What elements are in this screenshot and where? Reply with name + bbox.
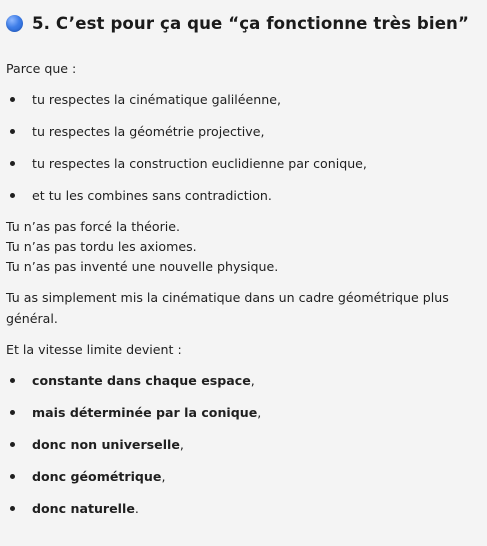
section-title: 5. C’est pour ça que “ça fonctionne très bien” bbox=[32, 14, 469, 33]
list-item bbox=[6, 434, 481, 455]
list-item bbox=[6, 498, 481, 519]
limit-intro-text: Et la vitesse limite devient : bbox=[6, 342, 182, 357]
reasons-list bbox=[6, 89, 481, 206]
conclusion-text: Tu as simplement mis la cinématique dans un cadre géométrique plus général. bbox=[6, 290, 449, 326]
limit-properties-list bbox=[6, 370, 481, 519]
statement-line: Tu n’as pas inventé une nouvelle physique. bbox=[6, 259, 279, 274]
list-item bbox=[6, 370, 481, 391]
statements-block bbox=[6, 217, 481, 277]
bold-phrase: mais déterminée par la conique bbox=[32, 405, 258, 420]
punctuation: , bbox=[179, 437, 184, 452]
punctuation: , bbox=[161, 469, 166, 484]
bold-phrase: donc naturelle bbox=[32, 501, 135, 516]
list-item bbox=[6, 402, 481, 423]
list-item: et tu les combines sans contradiction. bbox=[6, 185, 481, 206]
bold-phrase: constante dans chaque espace bbox=[32, 373, 251, 388]
punctuation: , bbox=[250, 373, 255, 388]
list-item: tu respectes la construction euclidienne par conique, bbox=[6, 153, 481, 174]
punctuation: . bbox=[134, 501, 139, 516]
statement-line: Tu n’as pas tordu les axiomes. bbox=[6, 239, 197, 254]
section-heading bbox=[6, 14, 481, 33]
intro-text: Parce que : bbox=[6, 61, 77, 76]
list-item: tu respectes la cinématique galiléenne, bbox=[6, 89, 481, 110]
punctuation: , bbox=[257, 405, 262, 420]
blue-circle-icon bbox=[6, 15, 23, 32]
statement-line: Tu n’as pas forcé la théorie. bbox=[6, 219, 181, 234]
list-item: tu respectes la géométrie projective, bbox=[6, 121, 481, 142]
bold-phrase: donc non universelle bbox=[32, 437, 180, 452]
list-item bbox=[6, 466, 481, 487]
bold-phrase: donc géométrique bbox=[32, 469, 162, 484]
